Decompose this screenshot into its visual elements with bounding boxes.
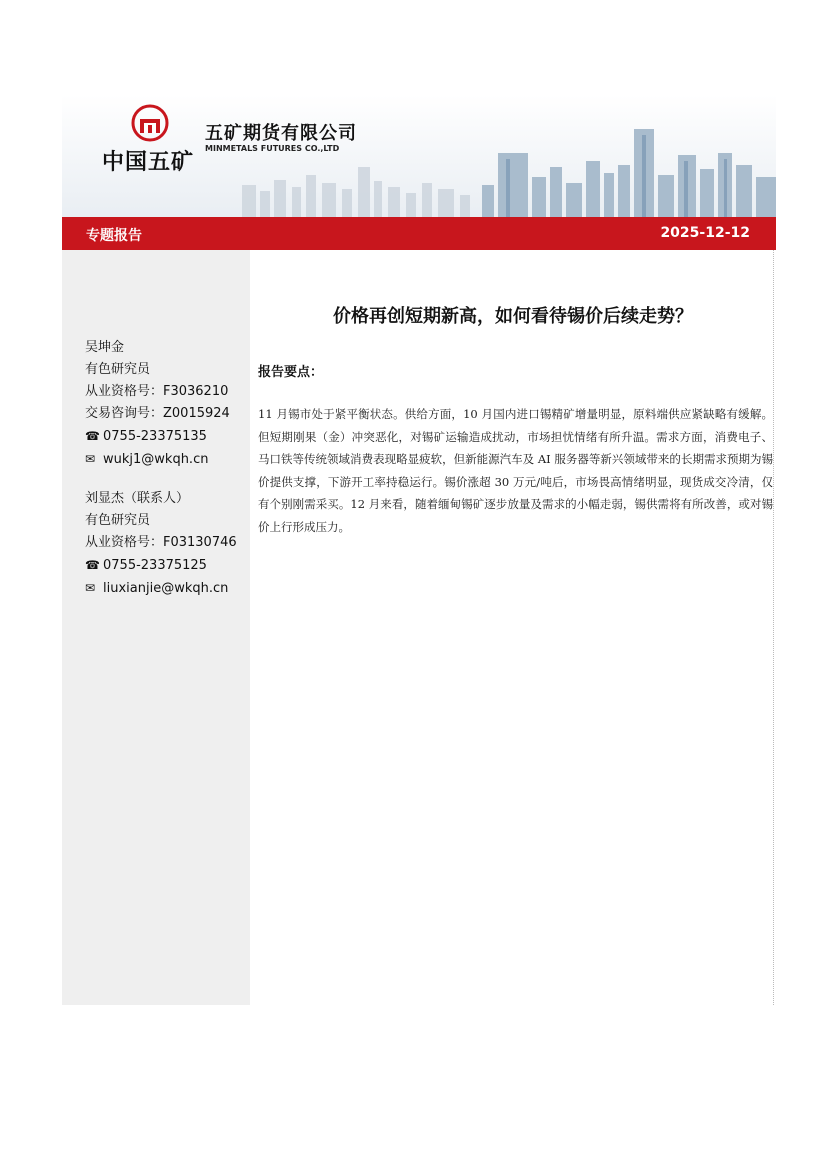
analyst-qualification: 从业资格号：F3036210 (85, 384, 229, 399)
report-header (62, 95, 776, 217)
email-icon: ✉ (85, 581, 96, 595)
report-summary-paragraph: 11 月锡市处于紧平衡状态。供给方面，10 月国内进口锡精矿增量明显，原料端供应紧缺略有缓解。但短期刚果（金）冲突恶化，对锡矿运输造成扰动，市场担忧情绪有所升温。需求方面，消费电子、马口铁等传统领域消费表现略显疲软，但新能源汽车及 AI 服务器等新兴领域带来的长期需求预期为锡价提供支撑，下游开工率持稳运行。锡价涨超 30 万元/吨后，市场畏高情绪明显，现货成交冷清，仅有个别刚需采买。12 月来看，随着缅甸锡矿逐步放量及需求的小幅走弱，锡供需将有所改善，或对锡价上行形成压力。 (258, 407, 773, 534)
phone-icon: ☎ (85, 429, 100, 443)
china-minmetals-logo-text: 中国五矿 (102, 150, 195, 175)
company-name-cn: 五矿期货有限公司 (205, 123, 357, 144)
analyst-email-row (85, 448, 230, 471)
report-points-heading: 报告要点： (258, 365, 324, 380)
phone-icon: ☎ (85, 558, 100, 572)
analyst-phone: 0755-23375135 (103, 429, 207, 444)
report-banner (62, 217, 776, 250)
analyst-card (85, 488, 237, 600)
analyst-card (85, 337, 230, 471)
analyst-role: 有色研究员 (85, 362, 151, 377)
analyst-phone-row (85, 425, 230, 448)
email-icon: ✉ (85, 452, 96, 466)
analyst-role: 有色研究员 (85, 513, 151, 528)
report-title: 价格再创短期新高，如何看待锡价后续走势？ (333, 306, 693, 327)
report-category: 专题报告 (86, 228, 142, 244)
analyst-sidebar (62, 250, 250, 1005)
content-right-border (773, 250, 774, 1005)
analyst-consulting-number: 交易咨询号：Z0015924 (85, 406, 230, 421)
analyst-phone: 0755-23375125 (103, 558, 207, 573)
company-name-en: MINMETALS FUTURES CO.,LTD (205, 144, 340, 153)
analyst-email-row (85, 577, 237, 600)
analyst-email[interactable]: wukj1@wkqh.cn (103, 452, 209, 467)
analyst-name: 吴坤金 (85, 340, 125, 355)
analyst-email[interactable]: liuxianjie@wkqh.cn (103, 581, 229, 596)
analyst-name: 刘显杰（联系人） (85, 491, 190, 506)
analyst-phone-row (85, 554, 237, 577)
analyst-qualification: 从业资格号：F03130746 (85, 535, 237, 550)
minmetals-emblem-icon (130, 103, 170, 143)
report-date: 2025-12-12 (660, 225, 750, 241)
